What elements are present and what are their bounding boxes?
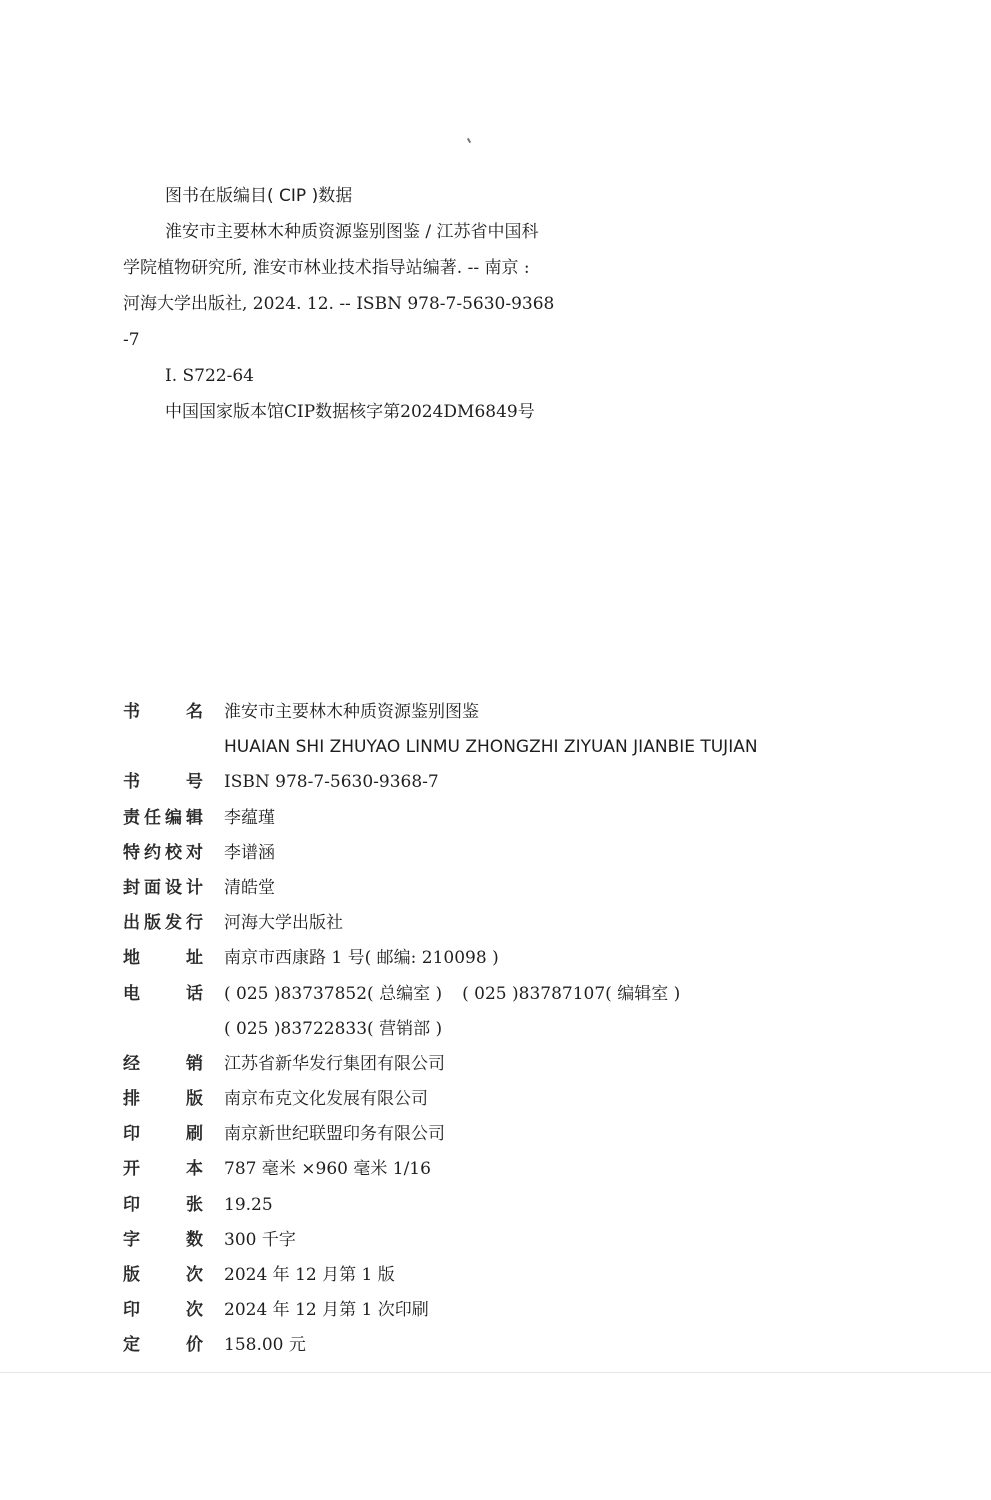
book-title-value: 淮安市主要林木种质资源鉴别图鉴 [224, 702, 479, 722]
row-label [123, 906, 203, 941]
row-label [123, 1152, 203, 1187]
price-value: 158.00 元 [224, 1335, 306, 1356]
row-label [123, 1188, 203, 1223]
phone-editorial-office: ( 025 )83737852( 总编室 ) [224, 983, 443, 1004]
colophon-row-address [123, 941, 883, 976]
cip-classification: Ⅰ. S722-64 [165, 366, 254, 386]
impression-value: 2024 年 12 月第 1 次印刷 [224, 1300, 429, 1321]
phone-value [224, 977, 680, 1012]
label-char: 校 [165, 842, 182, 863]
cip-line: 淮安市主要林木种质资源鉴别图鉴 / 江苏省中国科 [165, 222, 539, 242]
colophon [123, 695, 883, 1364]
label-char: 辑 [186, 807, 203, 828]
row-label [123, 871, 203, 906]
colophon-row-book-title [123, 695, 883, 730]
colophon-row-editor [123, 801, 883, 836]
colophon-row-isbn [123, 765, 883, 800]
label-char: 特 [123, 842, 140, 863]
colophon-row-sheets [123, 1188, 883, 1223]
label-char: 行 [186, 913, 203, 934]
sheets-value: 19.25 [224, 1194, 273, 1215]
label-char: 书 [123, 772, 140, 793]
colophon-row-phone-cont [123, 1012, 883, 1047]
row-label [123, 1223, 203, 1258]
cip-line: 河海大学出版社, 2024. 12. -- ISBN 978-7-5630-9368 [123, 294, 555, 314]
phone-editing-room: ( 025 )83787107( 编辑室 ) [462, 983, 681, 1004]
label-char: 开 [123, 1159, 140, 1180]
colophon-row-printing [123, 1117, 883, 1152]
edition-value: 2024 年 12 月第 1 版 [224, 1265, 395, 1285]
label-char: 销 [186, 1053, 203, 1074]
colophon-row-publisher [123, 906, 883, 941]
row-label [123, 1047, 203, 1082]
cip-line: 学院植物研究所, 淮安市林业技术指导站编著. -- 南京 : [123, 258, 530, 278]
cip-block [123, 178, 603, 430]
row-label [123, 765, 203, 800]
colophon-row-typesetting [123, 1082, 883, 1117]
label-char: 发 [165, 913, 182, 934]
phone-marketing: ( 025 )83722833( 营销部 ) [224, 1018, 443, 1039]
label-char: 排 [123, 1089, 140, 1110]
label-char: 号 [186, 772, 203, 793]
colophon-row-cover-design [123, 871, 883, 906]
label-char: 电 [123, 983, 140, 1004]
page-edge-line [0, 1372, 991, 1373]
colophon-row-distributor [123, 1047, 883, 1082]
label-char: 对 [186, 842, 203, 863]
address-value: 南京市西康路 1 号( 邮编: 210098 ) [224, 948, 499, 969]
label-char: 约 [144, 842, 161, 863]
row-label [123, 1258, 203, 1293]
format-value: 787 毫米 ×960 毫米 1/16 [224, 1159, 431, 1180]
label-char: 印 [123, 1300, 140, 1321]
label-char: 计 [186, 877, 203, 898]
typesetting-value: 南京布克文化发展有限公司 [224, 1089, 428, 1110]
printing-value: 南京新世纪联盟印务有限公司 [224, 1124, 445, 1145]
label-char: 地 [123, 948, 140, 969]
label-char: 字 [123, 1229, 140, 1250]
colophon-row-phone [123, 977, 883, 1012]
label-char: 任 [144, 807, 161, 828]
word-count-value: 300 千字 [224, 1229, 296, 1250]
editor-value: 李蕴瑾 [224, 807, 275, 828]
proofreader-value: 李谱涵 [224, 842, 275, 863]
colophon-row-word-count [123, 1223, 883, 1258]
colophon-row-impression [123, 1293, 883, 1328]
label-char: 经 [123, 1053, 140, 1074]
row-label [123, 977, 203, 1012]
isbn-value: ISBN 978-7-5630-9368-7 [224, 772, 439, 793]
label-char: 封 [123, 877, 140, 898]
cip-verification: 中国国家版本馆CIP数据核字第2024DM6849号 [165, 402, 535, 422]
colophon-row-pinyin [123, 730, 883, 765]
row-label [123, 836, 203, 871]
label-char: 版 [144, 913, 161, 934]
label-char: 定 [123, 1335, 140, 1356]
row-label [123, 1293, 203, 1328]
label-char: 数 [186, 1229, 203, 1250]
label-char: 印 [123, 1124, 140, 1145]
row-label [123, 941, 203, 976]
label-char: 责 [123, 807, 140, 828]
cip-heading: 图书在版编目( CIP )数据 [165, 186, 353, 206]
label-char: 版 [186, 1089, 203, 1110]
cip-line: -7 [123, 330, 140, 350]
colophon-row-edition [123, 1258, 883, 1293]
label-char: 价 [186, 1335, 203, 1356]
label-char: 设 [165, 877, 182, 898]
row-label [123, 801, 203, 836]
label-char: 张 [186, 1194, 203, 1215]
cover-design-value: 清皓堂 [224, 877, 275, 898]
label-char: 印 [123, 1194, 140, 1215]
label-char: 次 [186, 1265, 203, 1285]
label-char: 面 [144, 877, 161, 898]
book-title-pinyin: HUAIAN SHI ZHUYAO LINMU ZHONGZHI ZIYUAN JIANBIE TUJIAN [224, 737, 758, 758]
row-label [123, 1328, 203, 1363]
colophon-row-proofreader [123, 836, 883, 871]
label-char: 址 [186, 948, 203, 969]
label-char: 话 [186, 983, 203, 1004]
row-label [123, 1117, 203, 1152]
print-speck [467, 138, 471, 143]
label-char: 刷 [186, 1124, 203, 1145]
row-label [123, 1082, 203, 1117]
label-char: 版 [123, 1265, 140, 1285]
row-label [123, 695, 203, 730]
label-char: 出 [123, 913, 140, 934]
publisher-value: 河海大学出版社 [224, 913, 343, 934]
colophon-row-price [123, 1328, 883, 1363]
label-char: 次 [186, 1300, 203, 1321]
label-char: 名 [186, 702, 203, 722]
label-char: 编 [165, 807, 182, 828]
label-char: 书 [123, 702, 140, 722]
label-char: 本 [186, 1159, 203, 1180]
distributor-value: 江苏省新华发行集团有限公司 [224, 1053, 445, 1074]
colophon-row-format [123, 1152, 883, 1187]
